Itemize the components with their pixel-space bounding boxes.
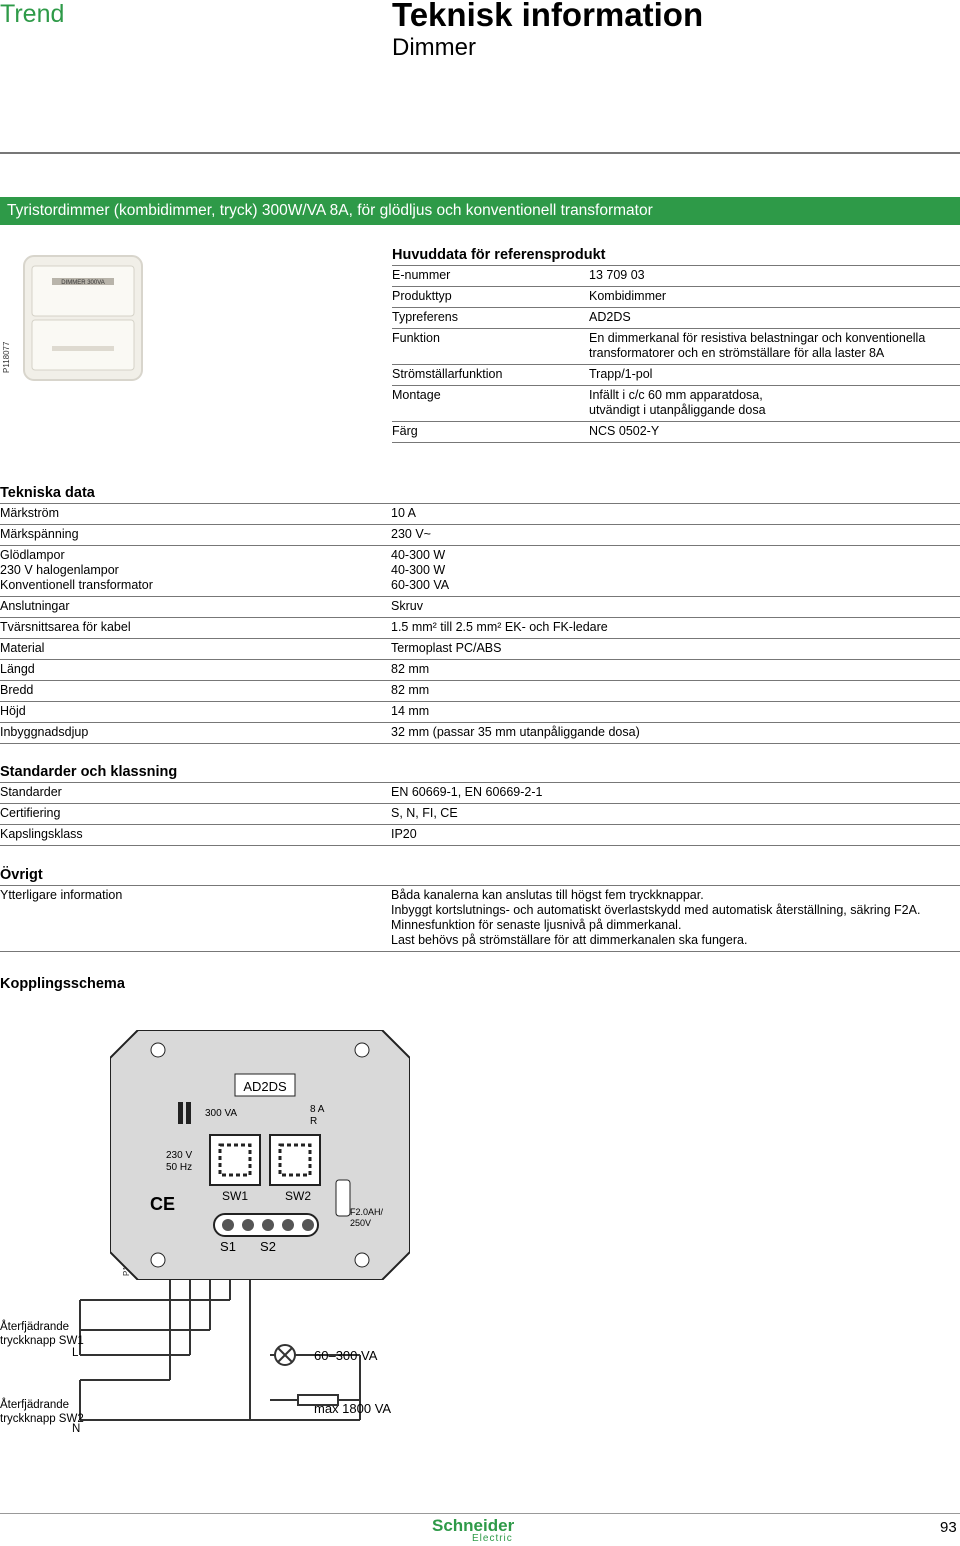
page-number: 93 (940, 1519, 957, 1536)
tech-data-table (0, 504, 960, 744)
table-row (0, 886, 960, 952)
row-key: Längd (0, 660, 391, 681)
row-value: IP20 (391, 825, 960, 846)
ce-mark-icon: CE (150, 1194, 176, 1214)
photo-code: P118077 (2, 341, 11, 373)
device-diagram (110, 1030, 410, 1280)
line-label-n: N (72, 1423, 81, 1435)
line-label-l: L (72, 1347, 79, 1359)
table-row (392, 287, 960, 308)
row-value: 10 A (391, 504, 960, 525)
diagram-amp-label: 8 A (310, 1104, 325, 1115)
table-row (392, 365, 960, 386)
table-row (0, 597, 960, 618)
row-key: Inbyggnadsdjup (0, 723, 391, 744)
row-value: 1.5 mm² till 2.5 mm² EK- och FK-ledare (391, 618, 960, 639)
diagram-s2-label: S2 (260, 1239, 276, 1254)
row-value: AD2DS (589, 308, 960, 329)
page-subtitle: Dimmer (392, 34, 476, 61)
row-value: Båda kanalerna kan anslutas till högst fem tryckknappar. Inbyggt kortslutnings- och automatiskt överlastskydd med automatisk återställning, säkring F2A. Minnesfunktion för senaste ljusnivå på dimmerkanal. Last behövs på strömställare för att dimmerkanalen ska fungera. (391, 886, 960, 952)
row-value: Skruv (391, 597, 960, 618)
row-key: Standarder (0, 783, 391, 804)
load2-label: max 1800 VA (314, 1401, 392, 1416)
table-row (0, 783, 960, 804)
table-row (392, 422, 960, 443)
table-row (0, 681, 960, 702)
row-value: EN 60669-1, EN 60669-2-1 (391, 783, 960, 804)
table-row (0, 546, 960, 597)
row-key: Höjd (0, 702, 391, 723)
row-value: 40-300 W 40-300 W 60-300 VA (391, 546, 960, 597)
photo-label: DIMMER 300VA (61, 280, 105, 286)
row-key: E-nummer (392, 266, 589, 287)
button1-label: Återfjädrande tryckknapp SW1 (0, 1321, 84, 1347)
table-row (0, 618, 960, 639)
row-key: Märkström (0, 504, 391, 525)
table-row (0, 660, 960, 681)
table-row (392, 308, 960, 329)
row-key: Anslutningar (0, 597, 391, 618)
row-key: Ytterligare information (0, 886, 391, 952)
product-banner: Tyristordimmer (kombidimmer, tryck) 300W/VA 8A, för glödljus och konventionell transformator (0, 197, 960, 225)
diagram-device-label: AD2DS (243, 1079, 287, 1094)
diagram-sw2-label: SW2 (284, 1189, 312, 1203)
row-key: Montage (392, 386, 589, 422)
product-photo (22, 254, 144, 382)
row-value: S, N, FI, CE (391, 804, 960, 825)
brand-label: Trend (0, 0, 65, 28)
diagram-fuse-label-1: F2.0AH/ (350, 1207, 384, 1217)
table-row (392, 386, 960, 422)
row-value: Kombidimmer (589, 287, 960, 308)
row-key: Produkttyp (392, 287, 589, 308)
table-row (0, 702, 960, 723)
table-row (0, 825, 960, 846)
row-key: Märkspänning (0, 525, 391, 546)
row-value: Infällt i c/c 60 mm apparatdosa, utvändigt i utanpåliggande dosa (589, 386, 960, 422)
load1-label: 60–300 VA (314, 1348, 378, 1363)
wiring-diagram (60, 1280, 420, 1440)
diagram-va-label: 300 VA (205, 1108, 238, 1119)
table-row (392, 266, 960, 287)
row-key: Typreferens (392, 308, 589, 329)
diagram-hz-label: 50 Hz (166, 1162, 193, 1173)
row-value: 82 mm (391, 660, 960, 681)
logo-line2: Electric (472, 1533, 513, 1544)
diagram-section-title: Kopplingsschema (0, 976, 125, 992)
main-section-title: Huvuddata för referensprodukt (392, 247, 606, 263)
row-value: NCS 0502-Y (589, 422, 960, 443)
row-value: 230 V~ (391, 525, 960, 546)
row-value: En dimmerkanal för resistiva belastningar och konventionella transformatorer och en strömställare för alla laster 8A (589, 329, 960, 365)
footer-divider (0, 1513, 960, 1514)
table-row (0, 639, 960, 660)
table-row (0, 804, 960, 825)
row-key: Material (0, 639, 391, 660)
page-title: Teknisk information (392, 0, 704, 33)
row-key: Bredd (0, 681, 391, 702)
row-key: Kapslingsklass (0, 825, 391, 846)
table-row (0, 723, 960, 744)
diagram-r-label: R (310, 1116, 318, 1127)
button2-label: Återfjädrande tryckknapp SW2 (0, 1399, 84, 1425)
other-table (0, 886, 960, 952)
standards-section-title: Standarder och klassning (0, 764, 178, 780)
table-row (0, 504, 960, 525)
row-value: Trapp/1-pol (589, 365, 960, 386)
diagram-s1-label: S1 (220, 1239, 236, 1254)
row-key: Strömställarfunktion (392, 365, 589, 386)
row-value: 82 mm (391, 681, 960, 702)
other-section-title: Övrigt (0, 867, 43, 883)
row-value: Termoplast PC/ABS (391, 639, 960, 660)
row-key: Glödlampor 230 V halogenlampor Konventionell transformator (0, 546, 391, 597)
row-value: 32 mm (passar 35 mm utanpåliggande dosa) (391, 723, 960, 744)
main-data-table (392, 266, 960, 443)
diagram-sw1-label: SW1 (221, 1189, 249, 1203)
row-key: Certifiering (0, 804, 391, 825)
tech-section-title: Tekniska data (0, 485, 95, 501)
schneider-logo (432, 1516, 522, 1544)
row-key: Funktion (392, 329, 589, 365)
header-divider (0, 152, 960, 154)
row-key: Tvärsnittsarea för kabel (0, 618, 391, 639)
table-row (0, 525, 960, 546)
row-key: Färg (392, 422, 589, 443)
standards-table (0, 783, 960, 846)
row-value: 14 mm (391, 702, 960, 723)
row-value: 13 709 03 (589, 266, 960, 287)
diagram-volt-label: 230 V (166, 1150, 193, 1161)
logo-line1: Schneider (432, 1516, 515, 1535)
diagram-fuse-label-2: 250V (350, 1218, 372, 1228)
table-row (392, 329, 960, 365)
